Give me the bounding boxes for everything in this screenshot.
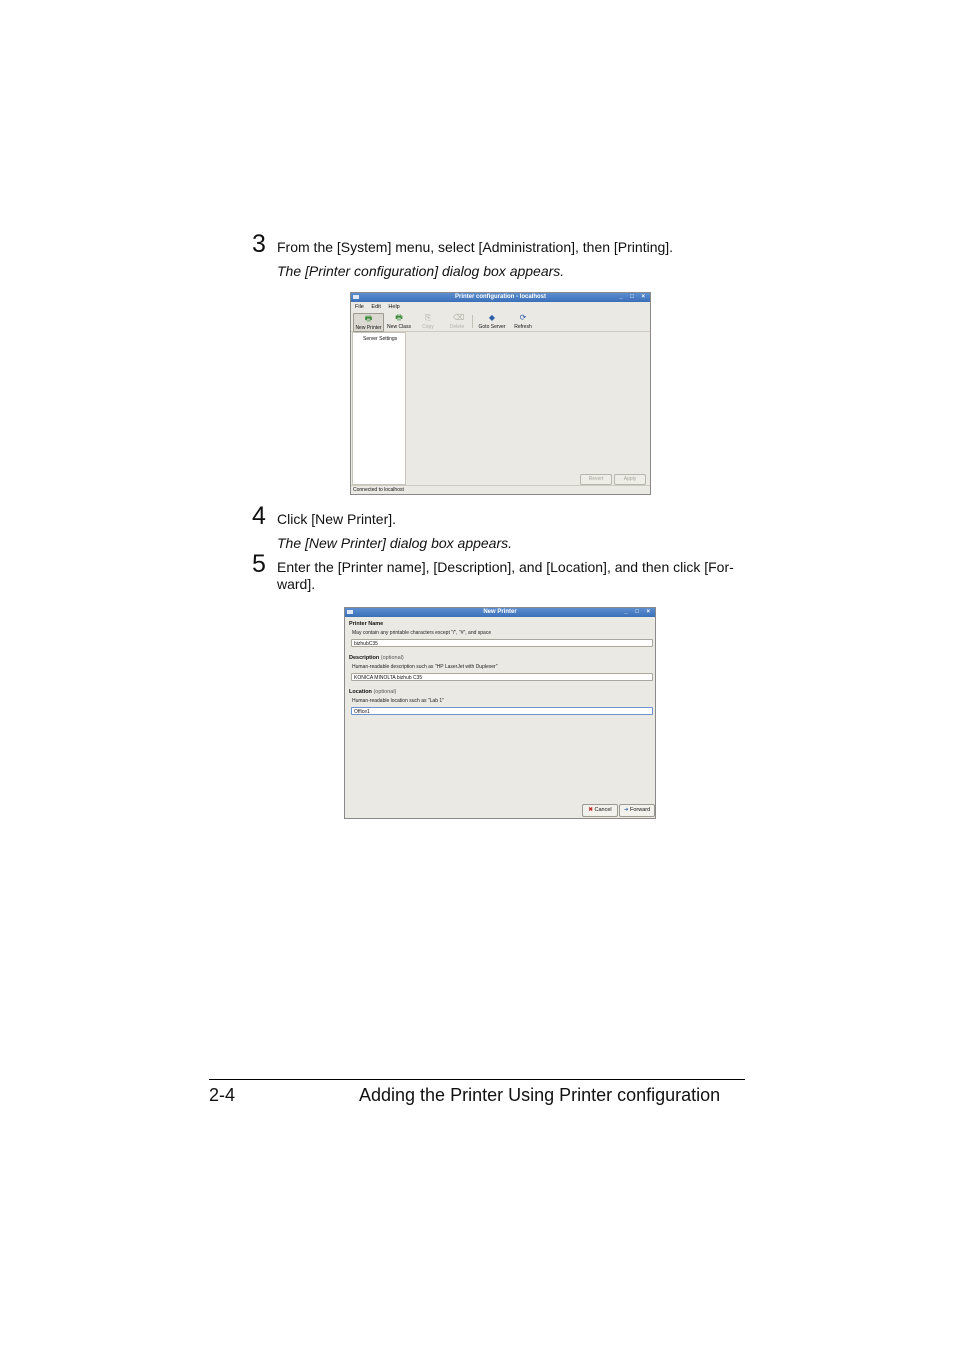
menu-bar bbox=[351, 302, 650, 312]
page-number: 2-4 bbox=[209, 1085, 236, 1105]
forward-icon: ➜ bbox=[623, 807, 629, 813]
step-number: 3 bbox=[252, 230, 266, 258]
step-text: From the [System] menu, select [Administration], then [Printing]. bbox=[277, 239, 674, 255]
new-printer-window bbox=[344, 607, 656, 819]
apply-button[interactable]: Apply bbox=[614, 474, 646, 485]
step-text-continued: ward]. bbox=[277, 576, 316, 592]
menu-help[interactable]: Help bbox=[388, 304, 400, 310]
step-number: 5 bbox=[252, 550, 266, 578]
location-hint: Human-readable location such as "Lab 1" bbox=[352, 698, 444, 704]
step-result: The [Printer configuration] dialog box appears. bbox=[277, 263, 565, 279]
window-menu-icon[interactable] bbox=[347, 610, 353, 614]
toolbar-separator bbox=[472, 315, 473, 328]
cancel-icon: ✖ bbox=[588, 807, 593, 813]
cancel-button[interactable]: ✖ Cancel bbox=[582, 804, 618, 817]
window-controls[interactable]: _ □ × bbox=[619, 294, 648, 300]
printer-add-icon: 🖶 bbox=[364, 314, 373, 323]
menu-edit[interactable]: Edit bbox=[371, 304, 381, 310]
window-menu-icon[interactable] bbox=[353, 295, 359, 299]
description-label: Description (optional) bbox=[349, 655, 404, 661]
sidebar-item-server-settings[interactable]: Server Settings bbox=[363, 336, 398, 342]
printer-name-label: Printer Name bbox=[349, 621, 384, 627]
sidebar bbox=[352, 332, 406, 485]
delete-button[interactable]: ⌫ Delete bbox=[449, 313, 465, 330]
forward-button[interactable]: ➜ Forward bbox=[619, 804, 655, 817]
window-controls[interactable]: _ □ × bbox=[624, 609, 653, 615]
title-bar bbox=[345, 608, 655, 617]
step-number: 4 bbox=[252, 502, 266, 530]
location-input[interactable]: Office1 bbox=[351, 707, 653, 715]
description-input[interactable]: KONICA MINOLTA bizhub C35 bbox=[351, 673, 653, 681]
window-title: New Printer bbox=[483, 609, 517, 615]
refresh-button[interactable]: ⟳ Refresh bbox=[514, 313, 532, 330]
goto-server-button[interactable]: ◆ Goto Server bbox=[478, 313, 506, 330]
title-bar bbox=[351, 293, 650, 302]
location-label: Location (optional) bbox=[349, 689, 397, 695]
step-text: Enter the [Printer name], [Description], and [Location], and then click [For- bbox=[277, 559, 734, 575]
copy-button[interactable]: ⎘ Copy bbox=[422, 313, 434, 330]
menu-file[interactable]: File bbox=[355, 304, 364, 310]
window-title: Printer configuration - localhost bbox=[454, 294, 546, 300]
server-icon: ◆ bbox=[488, 313, 496, 322]
step-result: The [New Printer] dialog box appears. bbox=[277, 535, 513, 551]
footer-title: Adding the Printer Using Printer configuration bbox=[359, 1085, 721, 1105]
copy-icon: ⎘ bbox=[424, 313, 432, 322]
printer-name-hint: May contain any printable characters except "/", "#", and space bbox=[352, 630, 492, 636]
printer-configuration-window bbox=[350, 292, 651, 495]
refresh-icon: ⟳ bbox=[519, 313, 527, 322]
new-printer-button[interactable]: 🖶 New Printer bbox=[353, 313, 384, 332]
step-text: Click [New Printer]. bbox=[277, 511, 397, 527]
printer-name-input[interactable]: bizhubC35 bbox=[351, 639, 653, 647]
revert-button[interactable]: Revert bbox=[580, 474, 612, 485]
status-bar: Connected to localhost bbox=[351, 485, 650, 494]
description-hint: Human-readable description such as "HP LaserJet with Duplexer" bbox=[352, 664, 498, 670]
delete-icon: ⌫ bbox=[453, 313, 465, 322]
class-add-icon: 🖶 bbox=[395, 313, 403, 322]
new-class-button[interactable]: 🖶 New Class bbox=[387, 313, 411, 330]
toolbar bbox=[351, 312, 650, 332]
footer-rule bbox=[209, 1079, 745, 1080]
